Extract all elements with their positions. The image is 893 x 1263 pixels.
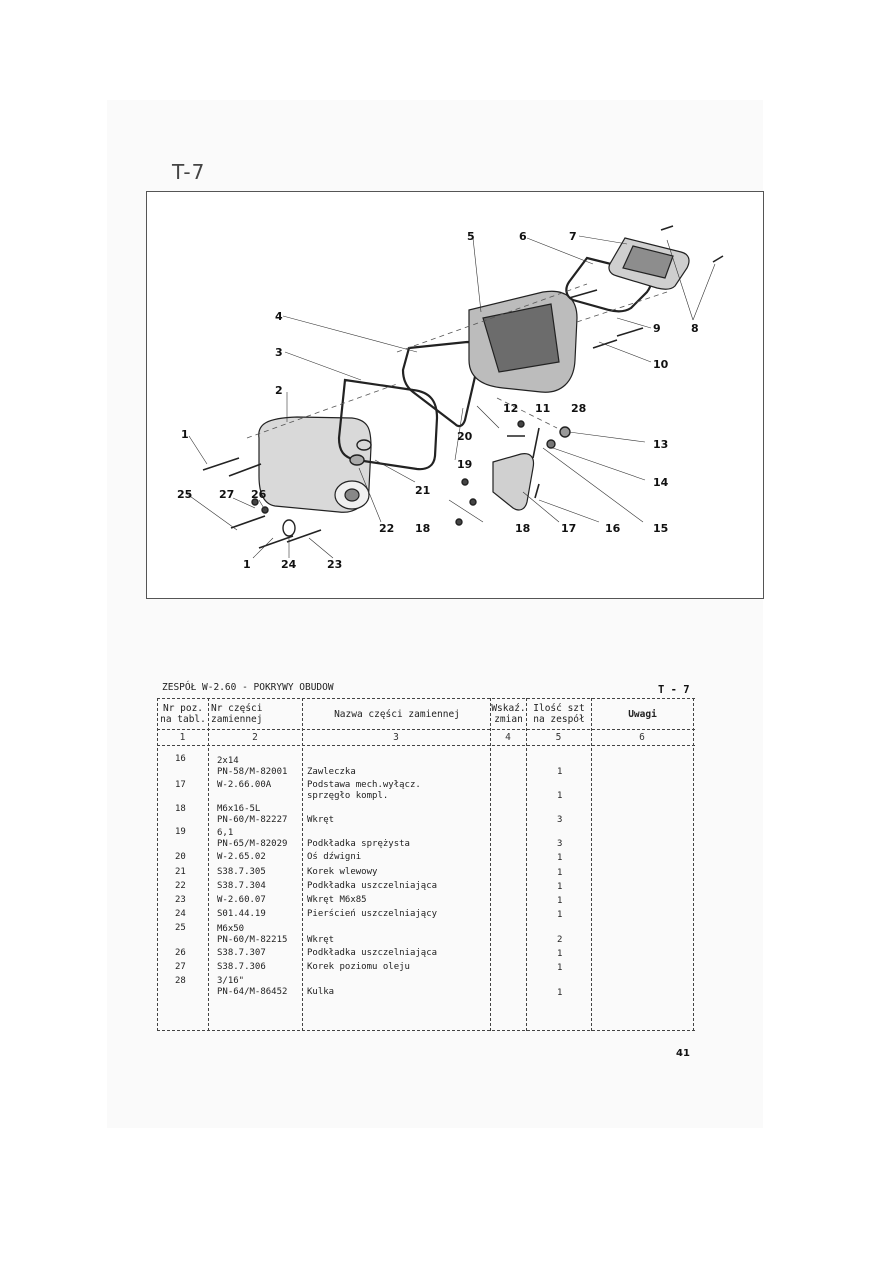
callout-12: 12 bbox=[503, 402, 519, 415]
col-line-3 bbox=[490, 698, 491, 1031]
row-qty: 1 bbox=[557, 988, 563, 998]
col-line-2 bbox=[302, 698, 303, 1031]
table-code: T - 7 bbox=[658, 684, 690, 696]
row-qty: 2 bbox=[557, 935, 563, 945]
table-top-border bbox=[157, 698, 695, 699]
row-qty: 1 bbox=[557, 791, 563, 801]
col-line-6 bbox=[693, 698, 694, 1031]
callout-24: 24 bbox=[281, 558, 297, 571]
row-pos: 24 bbox=[175, 909, 186, 919]
row-part: W-2.60.07 bbox=[217, 895, 266, 905]
row-pos: 22 bbox=[175, 881, 186, 891]
colnum-4: 4 bbox=[505, 732, 511, 743]
row-qty: 3 bbox=[557, 815, 563, 825]
colnum-2: 2 bbox=[252, 732, 258, 743]
row-name: Pierścień uszczelniający bbox=[307, 909, 438, 919]
callout-2: 2 bbox=[275, 384, 283, 397]
row-name: Podkładka uszczelniająca bbox=[307, 881, 438, 891]
colnum-divider bbox=[157, 745, 695, 746]
colnum-5: 5 bbox=[555, 732, 562, 743]
callout-1: 1 bbox=[181, 428, 189, 441]
row-part: 3/16" PN-64/M-86452 bbox=[217, 976, 288, 997]
row-part: 6,1 PN-65/M-82029 bbox=[217, 828, 288, 849]
header-wskaz: Wskaź. zmian bbox=[491, 703, 526, 725]
row-part: S38.7.306 bbox=[217, 962, 266, 972]
callout-10: 10 bbox=[653, 358, 669, 371]
row-qty: 3 bbox=[557, 839, 563, 849]
row-pos: 21 bbox=[175, 867, 186, 877]
row-qty: 1 bbox=[557, 949, 563, 959]
row-part: 2x14 PN-58/M-82001 bbox=[217, 756, 288, 777]
header-nr-czesci: Nr części zamiennej bbox=[211, 703, 263, 725]
col-line-1 bbox=[208, 698, 209, 1031]
page-number: 41 bbox=[676, 1048, 690, 1059]
row-qty: 1 bbox=[557, 896, 563, 906]
table-title: ZESPÓŁ W-2.60 - POKRYWY OBUDOW bbox=[162, 682, 334, 693]
row-pos: 28 bbox=[175, 976, 186, 986]
figure-code: T-7 bbox=[172, 160, 206, 184]
row-name: Podkładka sprężysta bbox=[307, 839, 410, 849]
row-pos: 18 bbox=[175, 804, 186, 814]
col-line-4 bbox=[526, 698, 527, 1031]
row-part: S38.7.305 bbox=[217, 867, 266, 877]
row-part: S01.44.19 bbox=[217, 909, 266, 919]
row-name: Korek poziomu oleju bbox=[307, 962, 410, 972]
callout-4: 4 bbox=[275, 310, 283, 323]
callout-28: 28 bbox=[571, 402, 587, 415]
row-name: Wkręt bbox=[307, 935, 335, 945]
callout-27: 27 bbox=[219, 488, 235, 501]
header-nr-poz: Nr poz. na tabl. bbox=[160, 703, 206, 725]
col-line-0 bbox=[157, 698, 158, 1031]
row-name: Wkręt bbox=[307, 815, 335, 825]
row-name: Oś dźwigni bbox=[307, 852, 362, 862]
callout-9: 9 bbox=[653, 322, 661, 335]
header-uwagi: Uwagi bbox=[628, 709, 657, 720]
row-qty: 1 bbox=[557, 882, 563, 892]
row-qty: 1 bbox=[557, 910, 563, 920]
callout-8: 8 bbox=[691, 322, 699, 335]
callout-15: 15 bbox=[653, 522, 669, 535]
callout-6: 6 bbox=[519, 230, 527, 243]
callout-3: 3 bbox=[275, 346, 283, 359]
row-part: S38.7.304 bbox=[217, 881, 266, 891]
callout-25: 25 bbox=[177, 488, 193, 501]
row-name: Korek wlewowy bbox=[307, 867, 378, 877]
callout-18a: 18 bbox=[415, 522, 431, 535]
colnum-6: 6 bbox=[639, 732, 645, 743]
exploded-view-figure bbox=[146, 191, 764, 599]
callout-22: 22 bbox=[379, 522, 395, 535]
row-name: Podstawa mech.wyłącz. sprzęgło kompl. bbox=[307, 780, 421, 801]
callout-7: 7 bbox=[569, 230, 577, 243]
callout-1b: 1 bbox=[243, 558, 251, 571]
row-qty: 1 bbox=[557, 963, 563, 973]
row-qty: 1 bbox=[557, 767, 563, 777]
row-pos: 17 bbox=[175, 780, 186, 790]
col-line-5 bbox=[591, 698, 592, 1031]
exploded-view-drawing bbox=[147, 192, 763, 598]
callout-19: 19 bbox=[457, 458, 473, 471]
row-pos: 23 bbox=[175, 895, 186, 905]
row-part: W-2.65.02 bbox=[217, 852, 266, 862]
row-pos: 25 bbox=[175, 923, 186, 933]
callout-20: 20 bbox=[457, 430, 473, 443]
row-name: Podkładka uszczelniająca bbox=[307, 948, 438, 958]
callout-17: 17 bbox=[561, 522, 577, 535]
row-part: W-2.66.00A bbox=[217, 780, 272, 790]
callout-23: 23 bbox=[327, 558, 343, 571]
colnum-3: 3 bbox=[393, 732, 399, 743]
row-name: Kulka bbox=[307, 987, 335, 997]
callout-11: 11 bbox=[535, 402, 551, 415]
callout-5: 5 bbox=[467, 230, 475, 243]
row-qty: 1 bbox=[557, 853, 563, 863]
row-name: Wkręt M6x85 bbox=[307, 895, 367, 905]
callout-26: 26 bbox=[251, 488, 267, 501]
row-part: M6x16-5L PN-60/M-82227 bbox=[217, 804, 288, 825]
row-pos: 16 bbox=[175, 754, 186, 764]
row-part: M6x50 PN-60/M-82215 bbox=[217, 924, 288, 945]
row-qty: 1 bbox=[557, 868, 563, 878]
row-part: S38.7.307 bbox=[217, 948, 266, 958]
callout-21: 21 bbox=[415, 484, 431, 497]
callout-14: 14 bbox=[653, 476, 669, 489]
row-name: Zawleczka bbox=[307, 767, 356, 777]
colnum-1: 1 bbox=[179, 732, 186, 743]
callout-18b: 18 bbox=[515, 522, 531, 535]
row-pos: 20 bbox=[175, 852, 186, 862]
row-pos: 27 bbox=[175, 962, 186, 972]
table-bottom-border bbox=[157, 1030, 695, 1031]
row-pos: 19 bbox=[175, 827, 186, 837]
parts-table bbox=[157, 698, 695, 1031]
header-divider bbox=[157, 729, 695, 730]
row-pos: 26 bbox=[175, 948, 186, 958]
header-ilosc: Ilość szt na zespół bbox=[533, 703, 585, 725]
callout-13: 13 bbox=[653, 438, 669, 451]
callout-16: 16 bbox=[605, 522, 621, 535]
header-nazwa: Nazwa części zamiennej bbox=[334, 709, 460, 720]
